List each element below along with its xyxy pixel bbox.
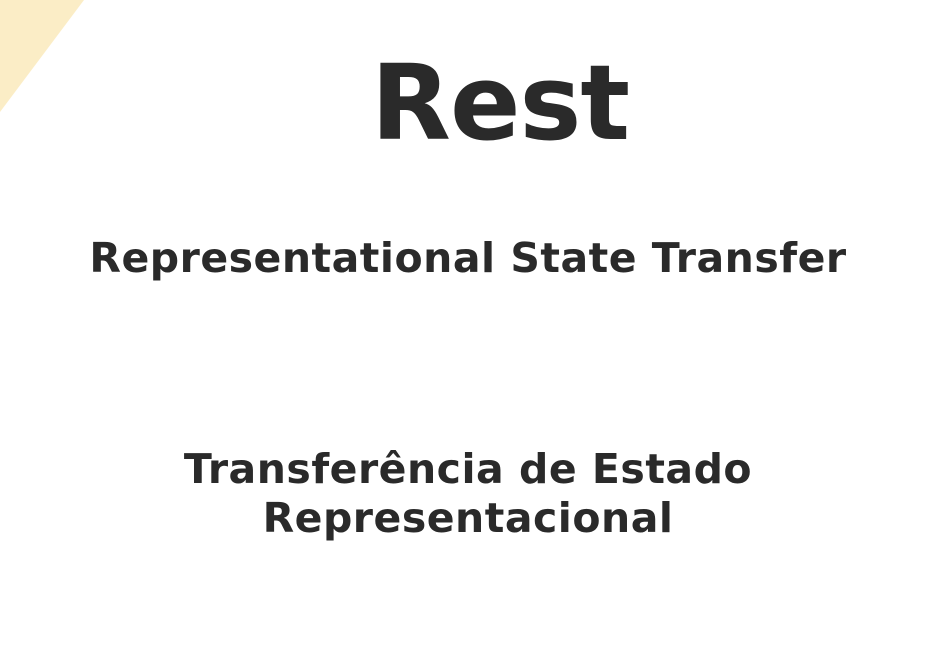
slide-subtitle: Representational State Transfer	[89, 234, 847, 282]
slide-title: Rest	[370, 42, 630, 164]
slide-translation	[0, 445, 936, 543]
translation-line-2: Representacional	[262, 494, 674, 543]
translation-line-1: Transferência de Estado	[183, 445, 753, 493]
